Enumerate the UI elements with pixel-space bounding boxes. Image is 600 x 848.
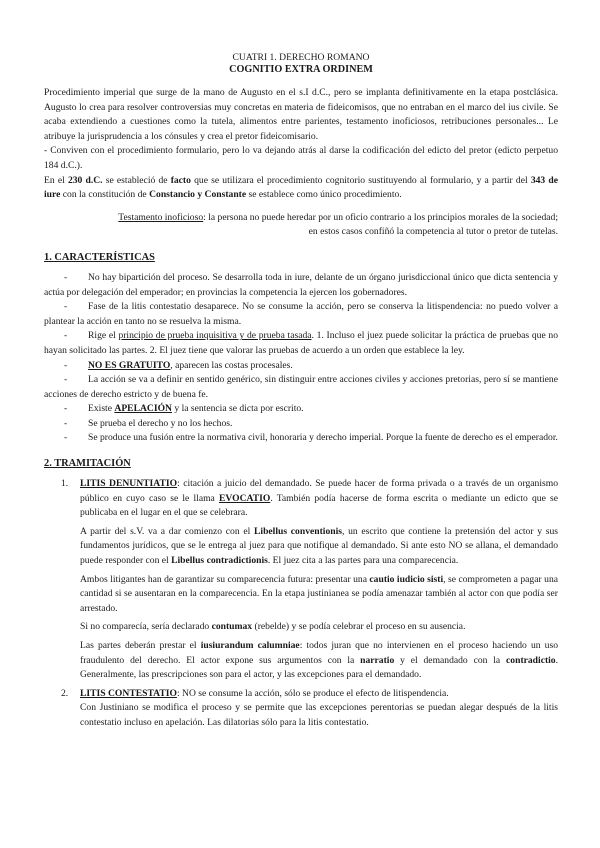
list-item: - Rige el principio de prueba inquisitiva y de prueba tasada. 1. Incluso el juez puede solicitar la práctica de pruebas que no hayan solicitado las partes. 2. El juez tiene que valorar las pruebas de acuerdo a un orden que establece la ley. (44, 330, 558, 356)
intro-coexistence-note: - Conviven con el procedimiento formulario, pero lo va dejando atrás al darse la codificación del edicto del pretor (edicto perpetuo 184 d.C.). (44, 145, 558, 171)
caracteristicas-list (44, 271, 558, 446)
list-item: - La acción se va a definir en sentido genérico, sin distinguir entre acciones civiles y acciones pretorias, pero sí se mantiene acciones de derecho estricto y de buena fe. (44, 374, 558, 400)
section-tramitacion-heading: 2. TRAMITACIÓN (44, 458, 131, 470)
list-item-litis-denuntiatio: 1. LITIS DENUNTIATIO: citación a juicio del demandado. Se puede hacer de forma privada o a través de un organismo público en cuyo caso se le llama EVOCATIO. También podía hacerse de forma escrita o mediante un edicto que se publicaba en el lugar en el que se celebrara. A partir del s.V. va a dar comienzo con el Libellus conventionis, un escrito que contiene la pretensión del actor y sus fundamentos jurídicos, que se le entrega al juez para que notifique al demandado. Si ante esto NO se allana, el demandado puede responder con el Libellus contradictionis. El juez cita a las partes para una comparecencia. Ambos litigantes han de garantizar su comparecencia futura: presentar una cautio iudicio sisti, se comprometen a pagar una cantidad si se ausentaran en la comparecencia. En la etapa justinianea se podía amenazar también al actor con que podía ser arrestado. Si no comparecía, sería declarado contumax (rebelde) y se podía celebrar el proceso en su ausencia. Las partes deberán prestar el iusiurandum calumniae: todos juran que no intervienen en el proceso haciendo un uso fraudulento del derecho. El actor expone sus argumentos con la narratio y el demandado con la contradictio. Generalmente, las prescripciones son para el actor, y las excepciones para el demandado. (61, 478, 559, 681)
tramitacion-list (44, 477, 558, 731)
testamento-inoficioso-note: Testamento inoficioso: la persona no puede heredar por un oficio contrario a los principios morales de la sociedad; en estos casos confiñó la competencia al tutor o pretor de tutelas. (118, 211, 558, 238)
intro-paragraph: Procedimiento imperial que surge de la mano de Augusto en el s.I d.C., pero se implanta definitivamente en la etapa postclásica. Augusto lo crea para resolver controversias muy concretas en materia de fideicomisos, que no entraban en el marco del ius civile. Se acaba extendiendo a cuestiones como la tutela, alimentos entre parientes, testamento inoficiosos, retribuciones personales... Le atribuye la jurisprudencia a los cónsules y crea el pretor fideicomisario. (44, 87, 558, 142)
list-item: - No hay bipartición del proceso. Se desarrolla toda in iure, delante de un órgano jurisdiccional único que dicta sentencia y actúa por delegación del emperador; en provincias la competencia la ejercen los gobernadores. (44, 271, 558, 298)
section-caracteristicas-heading: 1. CARACTERÍSTICAS (44, 251, 155, 263)
document-subtitle: CUATRI 1. DERECHO ROMANO (232, 52, 370, 63)
list-item: - Se produce una fusión entre la normativa civil, honoraria y derecho imperial. Porque la fuente de derecho es el emperador. (64, 432, 558, 444)
list-item: - Existe APELACIÓN y la sentencia se dicta por escrito. (64, 403, 304, 415)
list-item: - Se prueba el derecho y no los hechos. (64, 417, 233, 429)
list-item-litis-contestatio: 2. LITIS CONTESTATIO: NO se consume la acción, sólo se produce el efecto de litispendencia. Con Justiniano se modifica el proceso y se permite que las excepciones perentorias se puedan alegar después de la litis contestatio incluso en apelación. Las dilatorias sólo para la litis contestatio. (61, 687, 558, 728)
intro-dates-paragraph: En el 230 d.C. se estableció de facto que se utilizara el procedimiento cognitorio sustituyendo al formulario, y a partir del 343 de iure con la constitución de Constancio y Constante se establece como único procedimiento. (44, 174, 558, 201)
list-item: - Fase de la litis contestatio desaparece. No se consume la acción, pero se conserva la litispendencia: no puedo volver a plantear la acción en tanto no se resuelva la misma. (44, 301, 558, 327)
list-item: - NO ES GRATUITO, aparecen las costas procesales. (64, 359, 293, 371)
document-title: COGNITIO EXTRA ORDINEM (229, 64, 373, 75)
testamento-term: Testamento inoficioso (118, 211, 204, 223)
